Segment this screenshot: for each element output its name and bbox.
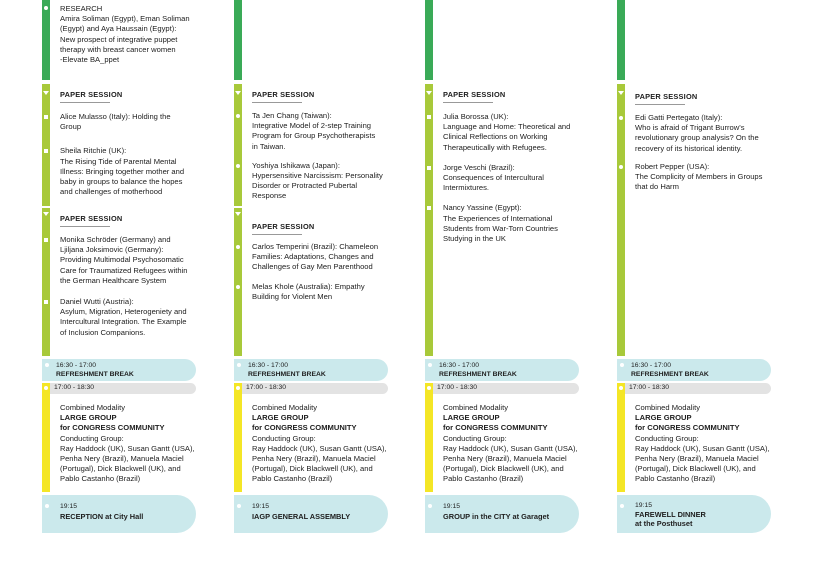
- text-line: Program for Group Psychotherapists: [252, 131, 376, 141]
- track-bar-morning: [234, 0, 242, 80]
- header-rule: [252, 102, 302, 103]
- largegroup-time: 17:00 - 18:30: [437, 384, 478, 391]
- text-line: Monika Schröder (Germany) and: [60, 235, 171, 244]
- session-header: PAPER SESSION: [252, 90, 315, 99]
- session-header: PAPER SESSION: [60, 90, 123, 99]
- text-line: for CONGRESS COMMUNITY: [252, 423, 357, 433]
- chevron-down-icon: [618, 91, 624, 95]
- text-line: Yoshiya Ishikawa (Japan):: [252, 160, 340, 170]
- break-label: REFRESHMENT BREAK: [631, 371, 709, 378]
- large-group-block: [252, 403, 402, 485]
- text-line: Edi Gatti Pertegato (Italy):: [635, 113, 723, 122]
- bullet-dot: [44, 6, 48, 10]
- header-rule: [443, 102, 493, 103]
- paper-item: [443, 112, 593, 153]
- text-line: Who is afraid of Trigant Burrow's: [635, 123, 745, 133]
- session-header: PAPER SESSION: [60, 214, 123, 223]
- text-line: New prospect of integrative puppet: [60, 34, 178, 44]
- paper-item: [635, 162, 785, 193]
- chevron-down-icon: [235, 91, 241, 95]
- paper-item: [443, 203, 593, 244]
- track-bar-largegroup: [425, 384, 433, 492]
- paper-item: [252, 242, 402, 273]
- text-line: Combined Modality: [252, 403, 317, 412]
- bullet-marker: [427, 115, 431, 119]
- track-bar-largegroup: [234, 384, 242, 492]
- break-time: 16:30 - 17:00: [439, 362, 480, 369]
- text-line: Combined Modality: [635, 403, 700, 412]
- text-line: Pablo Castanho (Brazil): [635, 474, 716, 484]
- paper-item: [252, 282, 402, 302]
- day-column: [42, 0, 212, 572]
- time-marker: [617, 383, 625, 394]
- text-line: Language and Home: Theoretical and: [443, 122, 571, 132]
- text-line: Penha Nery (Brazil), Manuela Maciel: [635, 454, 759, 464]
- text-line: therapy with breast cancer women: [60, 44, 176, 54]
- track-bar-session: [617, 84, 625, 356]
- text-line: Jorge Veschi (Brazil):: [443, 162, 515, 172]
- chevron-down-icon: [43, 91, 49, 95]
- evening-event: [425, 495, 579, 533]
- text-line: Conducting Group:: [252, 433, 316, 443]
- bullet-marker: [427, 206, 431, 210]
- text-line: for CONGRESS COMMUNITY: [635, 423, 740, 433]
- bullet-marker: [236, 114, 240, 118]
- text-line: Ta Jen Chang (Taiwan):: [252, 111, 332, 120]
- text-line: the German Healthcare System: [60, 275, 167, 285]
- time-marker: [425, 383, 433, 394]
- bullet-dot: [620, 363, 624, 367]
- event-label-line: at the Posthuset: [635, 519, 693, 528]
- event-time: 19:15: [252, 503, 270, 510]
- paper-item: [60, 297, 210, 338]
- evening-event: [42, 495, 196, 533]
- text-line: Amira Soliman (Egypt), Eman Soliman: [60, 14, 190, 24]
- header-rule: [252, 234, 302, 235]
- paper-item: [635, 113, 785, 154]
- text-line: (Portugal), Dick Blackwell (UK), and: [252, 464, 373, 474]
- largegroup-time-bar: [617, 383, 771, 394]
- paper-item: [252, 161, 402, 202]
- time-marker: [234, 383, 242, 394]
- text-line: Group: [60, 122, 82, 132]
- track-bar-session2: [42, 208, 50, 356]
- text-line: Studying in the UK: [443, 234, 506, 243]
- bullet-marker: [427, 166, 431, 170]
- text-line: Robert Pepper (USA):: [635, 161, 710, 171]
- event-label: [635, 510, 765, 528]
- track-bar-largegroup: [617, 384, 625, 492]
- track-bar-morning: [617, 0, 625, 80]
- text-line: Disorder or Protracted Pubertal: [252, 181, 358, 191]
- break-time: 16:30 - 17:00: [248, 362, 289, 369]
- text-line: Sheila Ritchie (UK):: [60, 146, 127, 156]
- bullet-marker: [44, 115, 48, 119]
- largegroup-time-bar: [42, 383, 196, 394]
- break-label: REFRESHMENT BREAK: [56, 371, 134, 378]
- text-line: Intermixtures.: [443, 183, 489, 193]
- text-line: (Portugal), Dick Blackwell (UK), and: [635, 464, 756, 474]
- text-line: -Elevate BA_ppet: [60, 55, 120, 65]
- track-bar-largegroup: [42, 384, 50, 492]
- text-line: Penha Nery (Brazil), Manuela Maciel: [252, 454, 376, 464]
- time-marker: [42, 383, 50, 394]
- text-line: Therapeutically with Refugees.: [443, 142, 547, 152]
- bullet-marker: [44, 238, 48, 242]
- text-line: (Egypt) and Aya Haussain (Egypt):: [60, 24, 177, 34]
- refreshment-break: [42, 359, 196, 381]
- text-line: of Inclusion Companions.: [60, 327, 146, 337]
- text-line: Ray Haddock (UK), Susan Gantt (USA),: [252, 443, 387, 453]
- text-line: (Portugal), Dick Blackwell (UK), and: [443, 464, 564, 474]
- break-label: REFRESHMENT BREAK: [248, 371, 326, 378]
- research-block: [60, 4, 210, 65]
- text-line: Pablo Castanho (Brazil): [443, 474, 524, 484]
- bullet-dot: [45, 363, 49, 367]
- event-label: IAGP GENERAL ASSEMBLY: [252, 512, 351, 521]
- bullet-marker: [44, 300, 48, 304]
- text-line: (Portugal), Dick Blackwell (UK), and: [60, 464, 181, 474]
- track-bar-session2: [234, 208, 242, 356]
- track-bar-session1: [42, 84, 50, 206]
- text-line: and challenges of motherhood: [60, 187, 163, 197]
- bullet-dot: [620, 504, 624, 508]
- text-line: Daniel Wutti (Austria):: [60, 297, 134, 306]
- bullet-marker: [44, 149, 48, 153]
- track-bar-morning: [42, 0, 50, 80]
- day-column: [617, 0, 787, 572]
- text-line: Integrative Model of 2-step Training: [252, 121, 372, 131]
- text-line: Conducting Group:: [443, 433, 507, 443]
- largegroup-time-bar: [234, 383, 388, 394]
- break-label: REFRESHMENT BREAK: [439, 371, 517, 378]
- bullet-marker: [236, 285, 240, 289]
- session-header: PAPER SESSION: [635, 92, 698, 101]
- session-header: PAPER SESSION: [252, 222, 315, 231]
- evening-event: [617, 495, 771, 533]
- text-line: LARGE GROUP: [635, 413, 692, 423]
- text-line: LARGE GROUP: [443, 413, 500, 423]
- track-bar-morning: [425, 0, 433, 80]
- text-line: Students from War-Torn Countries: [443, 223, 558, 233]
- track-bar-session1: [234, 84, 242, 206]
- large-group-block: [60, 403, 210, 485]
- text-line: Challenges of Gay Men Parenthood: [252, 262, 373, 272]
- text-line: Hypersensitive Narcissism: Personality: [252, 171, 383, 180]
- evening-event: [234, 495, 388, 533]
- refreshment-break: [617, 359, 771, 381]
- text-line: Providing Multimodal Psychosomatic: [60, 255, 184, 265]
- largegroup-time-bar: [425, 383, 579, 394]
- bullet-dot: [428, 504, 432, 508]
- event-label: GROUP in the CITY at Garaget: [443, 512, 550, 521]
- text-line: Julia Borossa (UK):: [443, 112, 509, 121]
- text-line: Families: Adaptations, Changes and: [252, 252, 374, 262]
- text-line: recovery of its historical identity.: [635, 143, 743, 153]
- text-line: Alice Mulasso (Italy): Holding the: [60, 112, 171, 121]
- track-bar-session: [425, 84, 433, 356]
- event-time: 19:15: [635, 502, 653, 509]
- event-time: 19:15: [443, 503, 461, 510]
- text-line: Combined Modality: [60, 403, 125, 412]
- text-line: Ray Haddock (UK), Susan Gantt (USA),: [635, 443, 770, 453]
- largegroup-time: 17:00 - 18:30: [629, 384, 670, 391]
- paper-item: [60, 146, 210, 197]
- text-line: The Experiences of International: [443, 213, 553, 223]
- text-line: in Taiwan.: [252, 141, 286, 151]
- text-line: Asylum, Migration, Heterogeniety and: [60, 307, 187, 317]
- bullet-dot: [237, 504, 241, 508]
- refreshment-break: [234, 359, 388, 381]
- bullet-marker: [236, 245, 240, 249]
- header-rule: [60, 226, 110, 227]
- bullet-marker: [236, 164, 240, 168]
- event-time: 19:15: [60, 503, 78, 510]
- paper-item: [60, 112, 210, 132]
- text-line: revolutionary group analysis? On the: [635, 133, 759, 143]
- text-line: RESEARCH: [60, 4, 103, 13]
- event-label-line: FAREWELL DINNER: [635, 510, 706, 519]
- text-line: Care for Traumatized Refugees within: [60, 265, 188, 275]
- day-column: [234, 0, 404, 572]
- text-line: Illness: Bringing together mother and: [60, 166, 185, 176]
- break-time: 16:30 - 17:00: [56, 362, 97, 369]
- refreshment-break: [425, 359, 579, 381]
- paper-item: [252, 111, 402, 152]
- bullet-marker: [619, 116, 623, 120]
- paper-item: [60, 235, 210, 286]
- text-line: LARGE GROUP: [252, 413, 309, 423]
- text-line: Response: [252, 191, 287, 201]
- text-line: Ray Haddock (UK), Susan Gantt (USA),: [60, 443, 195, 453]
- text-line: for CONGRESS COMMUNITY: [60, 423, 165, 433]
- day-column: [425, 0, 595, 572]
- text-line: Intercultural Integration. The Example: [60, 317, 187, 327]
- text-line: Ljiljana Joksimovic (Germany):: [60, 245, 164, 255]
- session-header: PAPER SESSION: [443, 90, 506, 99]
- text-line: Conducting Group:: [60, 433, 124, 443]
- text-line: Conducting Group:: [635, 433, 699, 443]
- header-rule: [60, 102, 110, 103]
- paper-item: [443, 163, 593, 194]
- bullet-dot: [237, 363, 241, 367]
- text-line: for CONGRESS COMMUNITY: [443, 423, 548, 433]
- text-line: The Complicity of Members in Groups: [635, 172, 763, 181]
- bullet-dot: [45, 504, 49, 508]
- text-line: Clinical Reflections on Working: [443, 132, 548, 142]
- chevron-down-icon: [43, 212, 49, 216]
- text-line: Pablo Castanho (Brazil): [252, 474, 333, 484]
- text-line: baby in groups to balance the hopes: [60, 177, 183, 186]
- text-line: Ray Haddock (UK), Susan Gantt (USA),: [443, 443, 578, 453]
- header-rule: [635, 104, 685, 105]
- chevron-down-icon: [235, 212, 241, 216]
- break-time: 16:30 - 17:00: [631, 362, 672, 369]
- text-line: Penha Nery (Brazil), Manuela Maciel: [60, 454, 184, 464]
- bullet-marker: [619, 165, 623, 169]
- text-line: Nancy Yassine (Egypt):: [443, 203, 522, 213]
- text-line: Melas Khole (Australia): Empathy: [252, 281, 365, 291]
- event-label: RECEPTION at City Hall: [60, 512, 144, 521]
- bullet-dot: [428, 363, 432, 367]
- text-line: Combined Modality: [443, 403, 508, 412]
- text-line: Pablo Castanho (Brazil): [60, 474, 141, 484]
- largegroup-time: 17:00 - 18:30: [54, 384, 95, 391]
- text-line: The Rising Tide of Parental Mental: [60, 156, 177, 166]
- text-line: Carlos Temperini (Brazil): Chameleon: [252, 242, 379, 251]
- text-line: LARGE GROUP: [60, 413, 117, 423]
- large-group-block: [443, 403, 593, 485]
- large-group-block: [635, 403, 785, 485]
- largegroup-time: 17:00 - 18:30: [246, 384, 287, 391]
- text-line: Penha Nery (Brazil), Manuela Maciel: [443, 454, 567, 464]
- text-line: Building for Violent Men: [252, 291, 333, 301]
- text-line: that do Harm: [635, 182, 679, 192]
- text-line: Consequences of Intercultural: [443, 173, 544, 182]
- chevron-down-icon: [426, 91, 432, 95]
